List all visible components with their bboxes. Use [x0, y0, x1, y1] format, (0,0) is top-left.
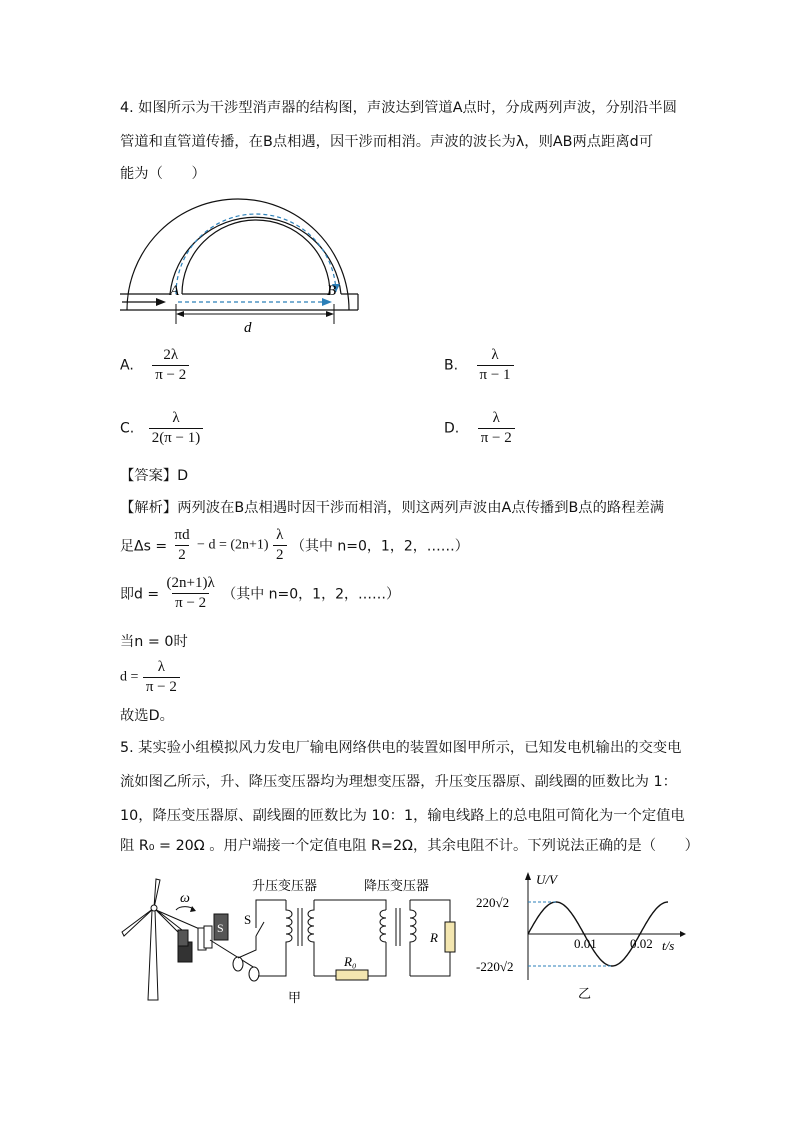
option-b-num: λ	[491, 347, 499, 363]
option-b-den: π − 1	[477, 365, 514, 385]
equation-3	[120, 658, 180, 697]
x-axis-label: t/s	[662, 938, 675, 953]
eq1-frac-1	[172, 526, 193, 565]
eq2-frac	[164, 574, 218, 613]
resistor-r0	[336, 970, 368, 980]
option-a-num: 2λ	[163, 347, 179, 363]
option-d-num: λ	[492, 410, 500, 426]
eq3-den: π − 2	[143, 677, 180, 697]
option-a-label: A.	[120, 357, 134, 374]
eq1-frac1-den: 2	[175, 545, 189, 565]
figure-jia-caption: 甲	[288, 991, 302, 1006]
point-b-label: B	[327, 283, 337, 299]
distance-d-label: d	[244, 320, 252, 336]
figure-jia	[118, 870, 468, 1010]
eq1-frac2-num: λ	[276, 527, 284, 543]
option-d[interactable]	[444, 409, 515, 448]
q5-line-4: 阻 R₀ = 20Ω 。用户端接一个定值电阻 R=2Ω，其余电阻不计。下列说法正确的是（ ）	[120, 838, 699, 854]
option-a-fraction	[152, 346, 189, 385]
option-d-label: D.	[444, 420, 460, 437]
wind-turbine-icon	[122, 879, 202, 1000]
q4-analysis-line-1	[120, 498, 664, 518]
q5-line-3: 10，降压变压器原、副线圈的匝数比为 10：1，输电线路上的总电阻可简化为一个定值电	[120, 808, 685, 824]
x-tick-label-1: 0.02	[630, 936, 653, 951]
magnet-s-label: S	[217, 921, 224, 935]
option-b[interactable]	[444, 346, 514, 385]
eq1-frac2-den: 2	[273, 545, 287, 565]
eq2-num: (2n+1)λ	[166, 575, 215, 591]
step-down-transformer-label: 降压变压器	[364, 879, 430, 894]
option-c-num: λ	[172, 410, 180, 426]
q5-line-2: 流如图乙所示，升、降压变压器均为理想变压器，升压变压器原、副线圈的匝数比为 1：	[120, 774, 677, 790]
y-tick-label-1: -220√2	[476, 959, 514, 974]
q5-line-1: 5. 某实验小组模拟风力发电厂输电网络供电的装置如图甲所示，已知发电机输出的交变电	[120, 740, 682, 756]
step-up-transformer-label: 升压变压器	[252, 879, 318, 894]
eq1-prefix: 足Δs =	[120, 538, 168, 555]
q4-line-1: 4. 如图所示为干涉型消声器的结构图，声波达到管道A点时，分成两列声波，分别沿半圆	[120, 100, 677, 116]
analysis-heading: 【解析】	[120, 500, 178, 516]
eq2-prefix: 即d =	[120, 586, 160, 603]
eq1-frac-2	[273, 526, 287, 565]
eq3-prefix: d =	[120, 669, 139, 685]
resistor-r	[445, 922, 455, 952]
option-b-label: B.	[444, 357, 459, 374]
option-c-fraction	[149, 409, 204, 448]
eq1-middle: − d = (2n+1)	[197, 537, 269, 553]
y-axis-label: U/V	[536, 872, 557, 887]
q4-line-3: 能为（ ）	[120, 166, 206, 182]
q4-conclusion: 故选D。	[120, 708, 174, 724]
silencer-figure	[118, 196, 368, 336]
figure-yi-caption: 乙	[578, 987, 592, 1002]
x-tick-label-0: 0.01	[574, 936, 597, 951]
voltage-chart	[474, 868, 692, 1008]
option-d-den: π − 2	[478, 428, 515, 448]
option-c-label: C.	[120, 420, 135, 437]
resistor-r0-label: R₀	[344, 954, 357, 969]
option-a[interactable]	[120, 346, 189, 385]
eq1-frac1-num: πd	[174, 527, 190, 543]
equation-2	[120, 574, 400, 613]
q4-line-2: 管道和直管道传播，在B点相遇，因干涉而相消。声波的波长为λ，则AB两点距离d可	[120, 134, 654, 150]
eq3-frac	[143, 658, 180, 697]
q4-answer: 【答案】D	[120, 468, 189, 484]
omega-label: ω	[180, 891, 190, 906]
resistor-r-label: R	[430, 930, 438, 945]
eq2-note: （其中 n=0，1，2，……）	[222, 586, 400, 603]
eq2-den: π − 2	[172, 593, 209, 613]
y-tick-label-0: 220√2	[476, 895, 510, 910]
eq1-note: （其中 n=0，1，2，……）	[290, 538, 469, 555]
switch-label: S	[244, 912, 252, 927]
eq3-num: λ	[157, 659, 166, 675]
analysis-text: 两列波在B点相遇时因干涉而相消，则这两列声波由A点传播到B点的路程差满	[177, 500, 665, 516]
option-c[interactable]	[120, 409, 203, 448]
option-c-den: 2(π − 1)	[149, 428, 204, 448]
equation-1	[120, 526, 469, 565]
when-n-zero: 当n = 0时	[120, 634, 188, 650]
option-b-fraction	[477, 346, 514, 385]
point-a-label: A	[170, 283, 180, 299]
option-a-den: π − 2	[152, 365, 189, 385]
option-d-fraction	[478, 409, 515, 448]
